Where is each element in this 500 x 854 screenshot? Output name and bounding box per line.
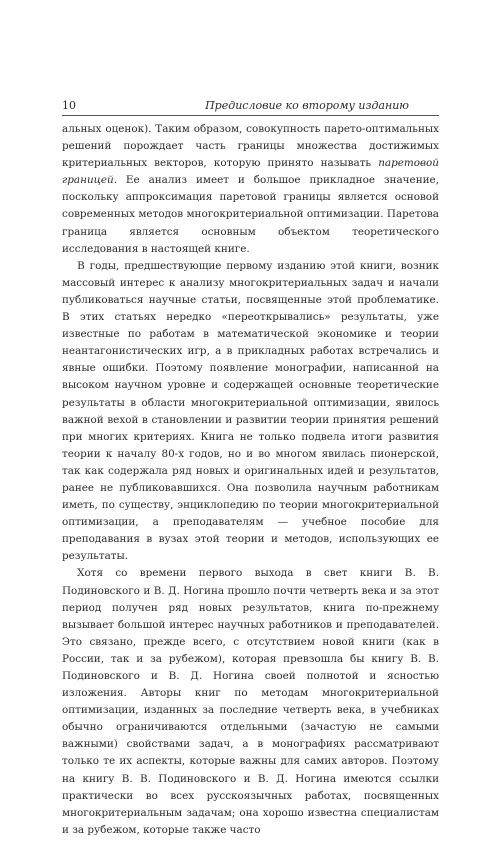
paragraph-2: В годы, предшествующие первому изданию этой книги, возник массовый интерес к анализу многокритериальных задач и начали публиковаться научные статьи, посвященные этой проблематике. В этих статьях нередко «переоткрывались» результаты, уже известные по работам в математической экономике и теории неантагонистических игр, а в прикладных работах встречались и явные ошибки. Поэтому появление монографии, написанной на высоком научном уровне и содержащей основные теоретические результаты в области многокритериальной оптимизации, явилось важной вехой в становлении и развитии теории принятия решений при многих критериях. Книга не только подвела итоги развития теории к началу 80-х годов, но и во многом явилась пионерской, так как содержала ряд новых и оригинальных идей и результатов, ранее не публиковавшихся. Она позволила научным работникам иметь, по существу, энциклопедию по теории многокритериальной оптимизации, а преподавателям — учебное пособие для преподавания в вузах этой теории и методов, использующих ее результаты. (62, 259, 439, 563)
page-header (62, 98, 439, 116)
paragraph-1 (62, 121, 439, 258)
paragraph-3: Хотя со времени первого выхода в свет книги В. В. Подиновского и В. Д. Ногина прошло почти четверть века и за этот период получен ряд новых результатов, книга по-прежнему вызывает большой интерес научных работников и преподавателей. Это связано, прежде всего, с отсутствием новой книги (как в России, так и за рубежом), которая превзошла бы книгу В. В. Подиновского и В. Д. Ногина своей полнотой и ясностью изложения. Авторы книг по методам многокритериальной оптимизации, изданных за последние четверть века, в учебниках обычно ограничиваются отдельными (зачастую не самыми важными) свойствами задач, а в монографиях рассматривают только те их аспекты, которые важны для самих авторов. Поэтому на книгу В. В. Подиновского и В. Д. Ногина имеются ссылки практически во всех русскоязычных работах, посвященных многокритериальным задачам; она хорошо известна специалистам и за рубежом, которые также часто (62, 567, 439, 836)
term-pareto-boundary: паретовой границей (62, 157, 439, 187)
running-title: Предисловие ко второму изданию (205, 99, 409, 112)
page-number: 10 (62, 99, 76, 112)
paragraph-1-text: альных оценок). Таким образом, совокупность парето-оптимальных решений порождает часть границы множества достижимых критериальных векторов, которую принято называть (62, 123, 439, 170)
book-page (62, 98, 439, 839)
body-text (62, 121, 439, 839)
paragraph-1-text-continued: . Ее анализ имеет и большое прикладное значение, поскольку аппроксимация паретовой границы является основой современных методов многокритериальной оптимизации. Паретова граница является основным объектом теоретического исследования в настоящей книге. (62, 174, 439, 255)
